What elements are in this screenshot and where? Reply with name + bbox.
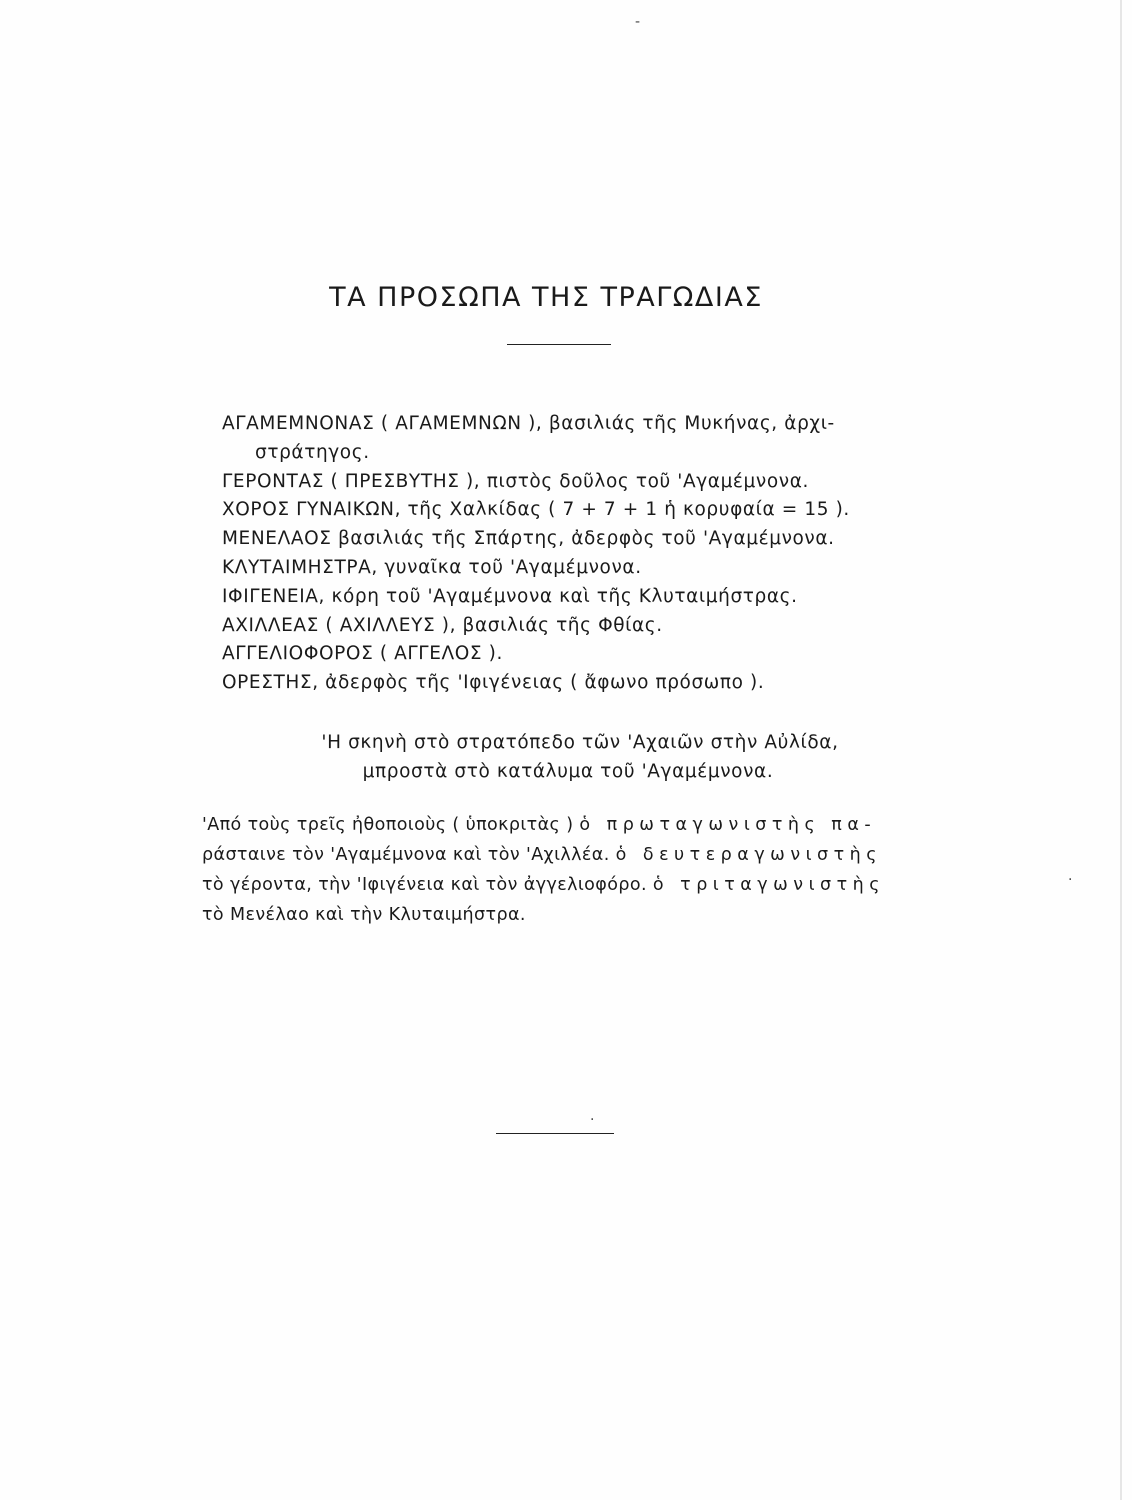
cast-entry-achilles: ΑΧΙΛΛΕΑΣ ( ΑΧΙΛΛΕΥΣ ), βασιλιάς τῆς Φθίας. [222,614,663,636]
actors-line: τὸ Μενέλαο καὶ τὴν Κλυταιμήστρα. [202,905,526,925]
scene-description [0,728,1132,786]
cast-list [222,410,982,698]
actors-text: ράσταινε τὸν 'Αγαμέμνονα καὶ τὸν 'Αχιλλέα. [202,845,616,865]
cast-entry-chorus: ΧΟΡΟΣ ΓΥΝΑΙΚΩΝ, τῆς Χαλκίδας ( 7 + 7 + 1 ἡ κορυφαία = 15 ). [222,499,850,521]
scan-speck: · [590,1112,595,1128]
page-title: ΤΑ ΠΡΟΣΩΠΑ ΤΗΣ ΤΡΑΓΩΔΙΑΣ [329,282,763,313]
cast-entry-iphigenia: ΙΦΙΓΕΝΕΙΑ, κόρη τοῦ 'Αγαμέμνονα καὶ τῆς Κλυταιμήστρας. [222,585,798,607]
cast-entry-agamemnon-continuation: στράτηγος. [255,441,370,463]
cast-entry-orestes: ΟΡΕΣΤΗΣ, ἀδερφὸς τῆς 'Ιφιγένειας ( ἄφωνο πρόσωπο ). [222,672,765,694]
tritagonist-term: ὁ τριταγωνιστὴς [652,875,885,895]
actors-line [202,840,992,870]
cast-entry-clytemnestra: ΚΛΥΤΑΙΜΗΣΤΡΑ, γυναῖκα τοῦ 'Αγαμέμνονα. [222,556,642,578]
actors-line [202,810,992,840]
scan-speck: - [635,14,641,30]
scene-line: 'Η σκηνὴ στὸ στρατόπεδο τῶν 'Αχαιῶν στὴν Αὐλίδα, [321,732,839,753]
actors-text: τὸ γέροντα, τὴν 'Ιφιγένεια καὶ τὸν ἀγγελιοφόρο. [202,875,653,895]
cast-entry-menelaus: ΜΕΝΕΛΑΟΣ βασιλιάς τῆς Σπάρτης, ἀδερφὸς τοῦ 'Αγαμέμνονα. [222,528,835,550]
bottom-rule [496,1133,614,1134]
protagonist-term: ὁ πρωταγωνιστὴς πα- [579,815,877,835]
cast-entry-agamemnon: ΑΓΑΜΕΜΝΟΝΑΣ ( ΑΓΑΜΕΜΝΩΝ ), βασιλιάς τῆς Μυκήνας, ἀρχι- [222,413,835,434]
scan-speck: · [1068,872,1073,888]
title-rule [507,344,611,345]
deuteragonist-term: ὁ δευτεραγωνιστὴς [615,845,883,865]
scene-line: μπροστὰ στὸ κατάλυμα τοῦ 'Αγαμέμνονα. [362,761,774,782]
cast-entry-old-man: ΓΕΡΟΝΤΑΣ ( ΠΡΕΣΒΥΤΗΣ ), πιστὸς δοῦλος τοῦ 'Αγαμέμνονα. [222,470,809,492]
cast-entry-messenger: ΑΓΓΕΛΙΟΦΟΡΟΣ ( ΑΓΓΕΛΟΣ ). [222,643,503,665]
actors-text: 'Από τοὺς τρεῖς ἠθοποιοὺς ( ὑποκριτὰς ) [202,815,580,835]
actors-note [202,810,992,930]
actors-line [202,870,992,900]
